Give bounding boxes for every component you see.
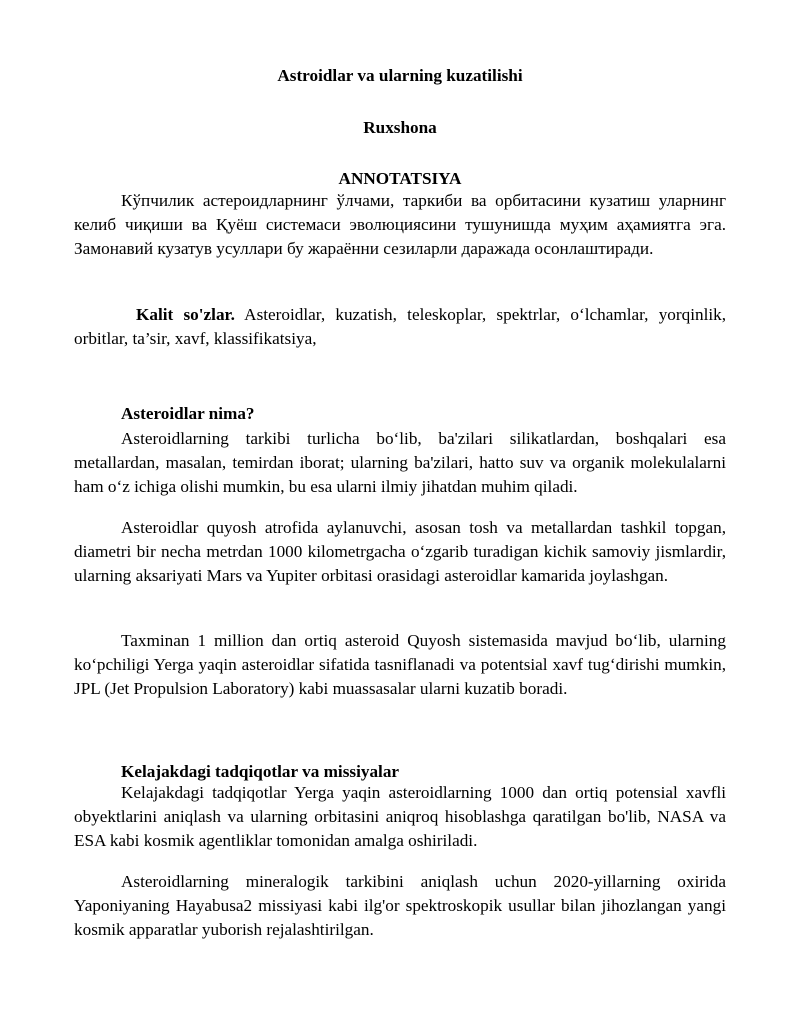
section2-paragraph-2: Asteroidlarning mineralogik tarkibini aniqlash uchun 2020-yillarning oxirida Yaponiyaning Hayabusa2 missiyasi kabi ilg'or spektroskopik usullar bilan jihozlangan yangi kosmik apparatlar yuborish rejalashtirilgan. [74, 872, 726, 939]
section1-paragraph-2: Asteroidlar quyosh atrofida aylanuvchi, asosan tosh va metallardan tashkil topgan, diametri bir necha metrdan 1000 kilometrgacha o‘zgarib turadigan kichik samoviy jismlardir, ularning aksariyati Mars va Yupiter orbitasi orasidagi asteroidlar kamarida joylashgan. [74, 518, 726, 585]
keywords-label: Kalit so'zlar. [136, 305, 235, 324]
document-title: Astroidlar va ularning kuzatilishi [277, 66, 523, 85]
section1-paragraph-3: Taxminan 1 million dan ortiq asteroid Quyosh sistemasida mavjud bo‘lib, ularning ko‘pchiligi Yerga yaqin asteroidlar sifatida tasniflanadi va potentsial xavf tug‘dirishi mumkin, JPL (Jet Propulsion Laboratory) kabi muassasalar ularni kuzatib boradi. [74, 631, 726, 698]
section2-paragraph-1: Kelajakdagi tadqiqotlar Yerga yaqin asteroidlarning 1000 dan ortiq potensial xavfli obyektlarini aniqlash va ularning orbitasini aniqroq hisoblashga qaratilgan bo'lib, NASA va ESA kabi kosmik agentliklar tomonidan amalga oshiriladi. [74, 783, 726, 850]
section-heading-future-research: Kelajakdagi tadqiqotlar va missiyalar [121, 762, 400, 781]
section1-paragraph-1: Asteroidlarning tarkibi turlicha bo‘lib, ba'zilari silikatlardan, boshqalari esa metallardan, masalan, temirdan iborat; ularning ba'zilari, hatto suv va organik molekulalarni ham o‘z ichiga olishi mumkin, bu esa ularni ilmiy jihatdan muhim qiladi. [74, 429, 726, 496]
section-heading-asteroids: Asteroidlar nima? [121, 404, 255, 423]
author-name: Ruxshona [363, 118, 437, 137]
keywords-paragraph [74, 303, 726, 351]
abstract-heading: ANNOTATSIYA [338, 169, 462, 188]
keywords-text: Asteroidlar, kuzatish, teleskoplar, spektrlar, o‘lchamlar, yorqinlik, orbitlar, ta’sir, xavf, klassifikatsiya, [74, 305, 727, 348]
abstract-text: Кўпчилик астероидларнинг ўлчами, таркиби ва орбитасини кузатиш уларнинг келиб чиқиши ва Қуёш системаси эволюциясини тушунишда муҳим аҳамиятга эга. Замонавий кузатув усуллари бу жараённи сезиларли даражада осонлаштиради. [74, 191, 726, 258]
